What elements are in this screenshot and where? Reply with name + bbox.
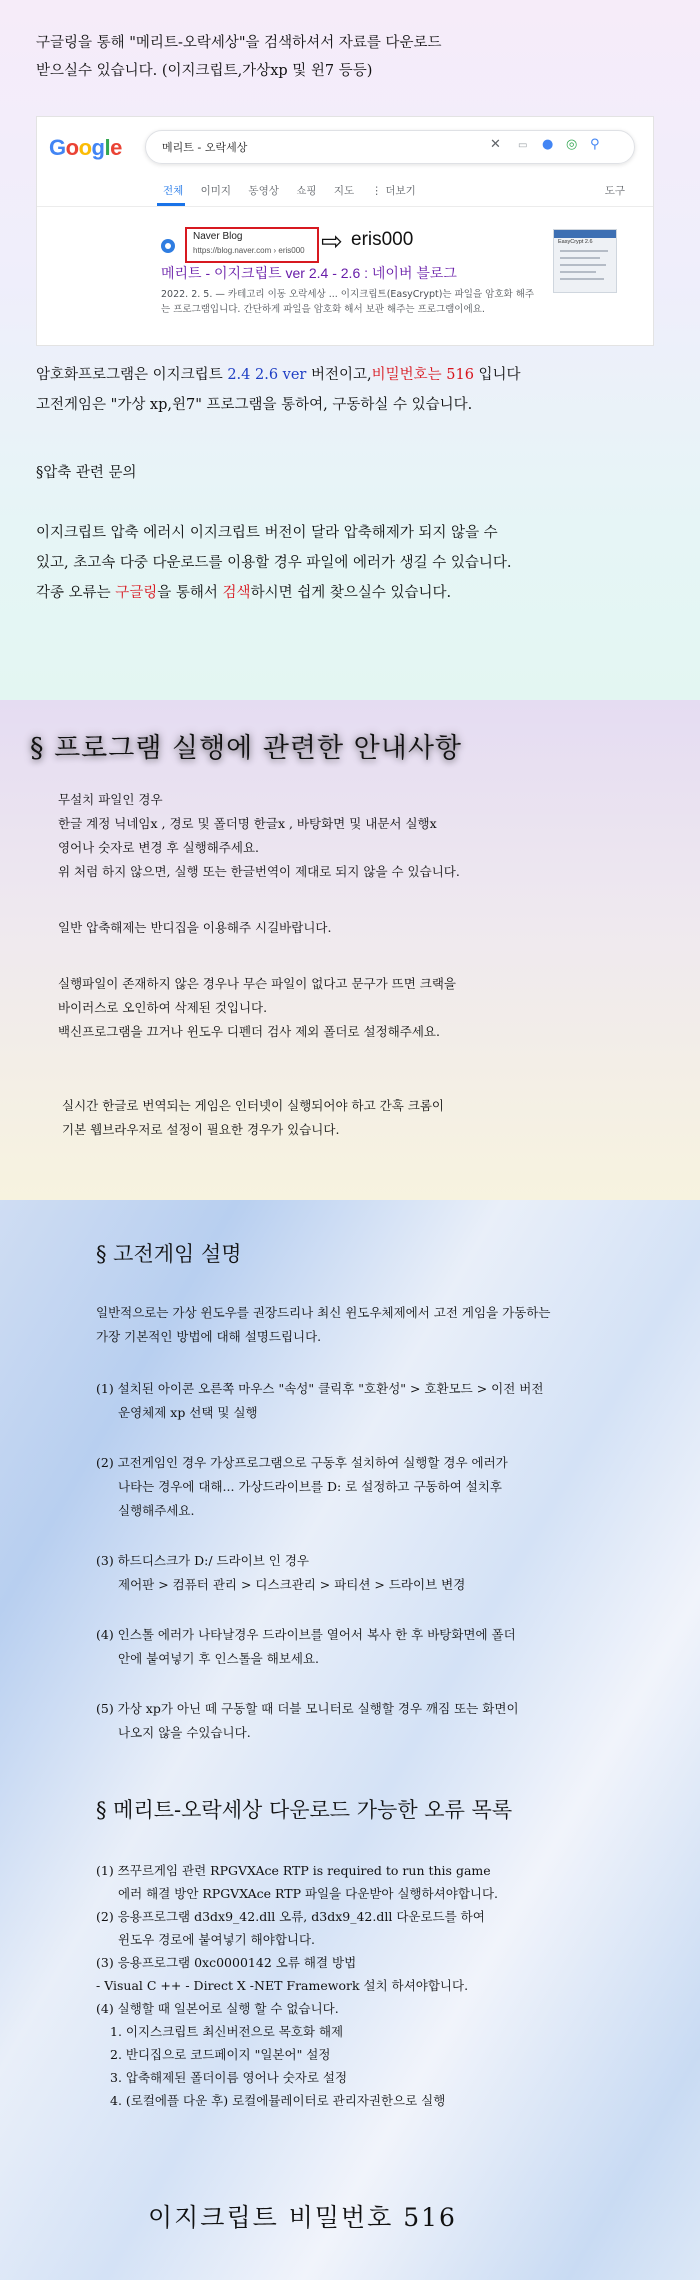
run-line: 바이러스로 오인하여 삭제된 것입니다. [58, 1000, 268, 1015]
run-line: 실시간 한글로 번역되는 게임은 인터넷이 실행되어야 하고 간혹 크롬이 [62, 1098, 444, 1113]
classic-line: 가장 기본적인 방법에 대해 설명드립니다. [96, 1329, 322, 1344]
annotation-text: eris000 [351, 229, 414, 250]
error-line: 윈도우 경로에 붙여넣기 해야합니다. [118, 1932, 316, 1947]
info-text-b: 버전이고, [306, 367, 372, 383]
clear-icon[interactable]: ✕ [490, 137, 501, 152]
classic-line: 운영체제 xp 선택 및 실행 [118, 1405, 258, 1420]
classic-game-section [0, 1200, 700, 2280]
intro-line-2: 받으실수 있습니다. (이지크립트,가상xp 및 윈7 등등) [36, 63, 373, 79]
error-line: 4. (로컬에플 다운 후) 로컬에뮬레이터로 관리자권한으로 실행 [110, 2093, 446, 2108]
error-line: 3. 압축해제된 폴더이름 영어나 숫자로 설정 [110, 2070, 348, 2085]
run-line: 한글 계정 닉네임x , 경로 및 폴더명 한글x , 바탕화면 및 내문서 실행x [58, 816, 437, 831]
thumbnail-titlebar [554, 230, 616, 238]
compress-heading: §압축 관련 문의 [36, 465, 137, 481]
error-line: 1. 이지스크립트 최신버전으로 목호화 해제 [110, 2024, 344, 2039]
classic-line: 안에 붙여넣기 후 인스톨을 해보세요. [118, 1651, 319, 1666]
compress-text-b: 을 통해서 [157, 585, 223, 601]
highlight-box [185, 227, 319, 263]
classic-line: (5) 가상 xp가 아닌 떼 구동할 때 더블 모니터로 실행할 경우 깨짐 또는 화면이 [96, 1701, 519, 1716]
run-line: 실행파일이 존재하지 않은 경우나 무슨 파일이 없다고 문구가 뜨면 크랙을 [58, 976, 457, 991]
google-logo: Google [49, 135, 122, 160]
compress-text-c: 하시면 쉽게 찾으실수 있습니다. [250, 585, 452, 601]
classic-game-heading: § 고전게임 설명 [96, 1242, 242, 1266]
version-text: 2.4 2.6 ver [227, 367, 307, 383]
result-snippet-line-1: 2022. 2. 5. — 카테고리 이동 오락세상 ... 이지크립트(EasyCrypt)는 파일을 암호화 해주 [161, 289, 535, 300]
result-site-url[interactable]: https://blog.naver.com › eris000 [193, 246, 305, 255]
password-text: 비밀번호는 516 [371, 367, 474, 383]
classic-line: 나타는 경우에 대해... 가상드라이브를 D: 로 설정하고 구동하여 설치후 [118, 1479, 502, 1494]
info-text-a: 암호화프로그램은 이지크립트 [36, 367, 228, 383]
run-line: 백신프로그램을 끄거나 윈도우 디펜더 검사 제외 폴더로 설정해주세요. [58, 1024, 440, 1039]
arrow-right-icon: ⇨ [321, 227, 343, 257]
result-site-name: Naver Blog [193, 231, 243, 242]
tab-videos[interactable]: 동영상 [248, 185, 279, 197]
lens-icon[interactable]: ◎ [566, 137, 578, 152]
search-text: 검색 [222, 585, 251, 601]
keyboard-icon[interactable]: ▭ [518, 140, 528, 151]
run-line: 일반 압축해제는 반디집을 이용해주 시길바랍니다. [58, 920, 332, 935]
info-line-1 [36, 360, 521, 390]
error-line: 에러 해결 방안 RPGVXAce RTP 파일을 다운받아 실행하셔야합니다. [118, 1886, 499, 1901]
classic-line: 나오지 않을 수있습니다. [118, 1725, 251, 1740]
error-line: 2. 반디집으로 코드페이지 "일본어" 설정 [110, 2047, 331, 2062]
error-line: (2) 응용프로그램 d3dx9_42.dll 오류, d3dx9_42.dll 다운로드를 하여 [96, 1909, 485, 1924]
tab-images[interactable]: 이미지 [200, 185, 232, 197]
divider [37, 206, 653, 207]
run-line: 무설치 파일인 경우 [58, 792, 163, 807]
thumbnail-line [560, 257, 600, 259]
compress-text-a: 각종 오류는 [36, 585, 116, 601]
google-search-box[interactable] [145, 130, 635, 164]
google-search-screenshot [36, 116, 654, 346]
tab-all[interactable]: 전체 [163, 185, 184, 197]
tab-tools[interactable]: 도구 [604, 185, 625, 197]
thumbnail-title: EasyCrypt 2.6 [558, 239, 593, 245]
result-snippet [161, 287, 534, 317]
intro-line-1: 구글링을 통해 "메리트-오락세상"을 검색하셔서 자료를 다운로드 [36, 35, 442, 51]
result-snippet-line-2: 는 프로그램입니다. 간단하게 파일을 암호화 해서 보관 해주는 프로그램이에요. [161, 304, 485, 315]
googling-text: 구글링 [115, 585, 158, 601]
error-list-heading: § 메리트-오락세상 다운로드 가능한 오류 목록 [96, 1798, 513, 1822]
run-guide-heading: § 프로그램 실행에 관련한 안내사항 [30, 733, 462, 764]
compress-line-2: 있고, 초고속 다중 다운로드를 이용할 경우 파일에 에러가 생길 수 있습니다. [36, 555, 512, 571]
info-text-c: 입니다 [473, 367, 521, 383]
tab-maps[interactable]: 지도 [333, 185, 355, 197]
classic-line: 제어판 > 컴퓨터 관리 > 디스크관리 > 파티션 > 드라이브 변경 [118, 1577, 466, 1592]
info-line-2: 고전게임은 "가상 xp,윈7" 프로그램을 통하여, 구동하실 수 있습니다. [36, 397, 473, 413]
classic-line: (3) 하드디스크가 D:/ 드라이브 인 경우 [96, 1553, 309, 1568]
naver-blog-favicon-icon [161, 239, 175, 253]
error-line: (4) 실행할 때 일본어로 실행 할 수 없습니다. [96, 2001, 339, 2016]
classic-line: 일반적으로는 가상 윈도우를 권장드리나 최신 윈도우체제에서 고전 게임을 가동하는 [96, 1305, 551, 1320]
error-line: - Visual C ++ - Direct X -NET Framework 설치 하셔야합니다. [96, 1978, 469, 1993]
classic-line: (4) 인스톨 에러가 나타날경우 드라이브를 열어서 복사 한 후 바탕화면에 폴더 [96, 1627, 516, 1642]
classic-line: (1) 설치된 아이콘 오른쪽 마우스 "속성" 클릭후 "호환성" > 호환모드 > 이전 버전 [96, 1381, 544, 1396]
classic-line: 실행해주세요. [118, 1503, 195, 1518]
run-line: 기본 웹브라우저로 설정이 필요한 경우가 있습니다. [62, 1122, 340, 1137]
run-line: 위 처럼 하지 않으면, 실행 또는 한글번역이 제대로 되지 않을 수 있습니다. [58, 864, 460, 879]
tab-more[interactable]: ⋮ 더보기 [371, 185, 416, 197]
compress-line-1: 이지크립트 압축 에러시 이지크립트 버전이 달라 압축해제가 되지 않을 수 [36, 525, 498, 541]
thumbnail-line [560, 264, 606, 266]
footer-password: 이지크립트 비밀번호 516 [148, 2203, 457, 2232]
thumbnail-line [560, 250, 608, 252]
thumbnail-line [560, 271, 596, 273]
error-line: (1) 쯔꾸르게임 관련 RPGVXAce RTP is required to run this game [96, 1863, 491, 1878]
compress-line-3 [36, 578, 451, 608]
error-line: (3) 응용프로그램 0xc0000142 오류 해결 방법 [96, 1955, 357, 1970]
microphone-icon[interactable]: ● [542, 137, 554, 152]
thumbnail-line [560, 278, 604, 280]
result-thumbnail[interactable] [553, 229, 617, 293]
search-icon[interactable]: ⚲ [590, 137, 600, 152]
tab-shopping[interactable]: 쇼핑 [296, 185, 317, 197]
run-line: 영어나 숫자로 변경 후 실행해주세요. [58, 840, 259, 855]
google-tabs [163, 183, 430, 198]
result-title-link[interactable]: 메리트 - 이지크립트 ver 2.4 - 2.6 : 네이버 블로그 [161, 265, 457, 281]
google-query: 메리트 - 오락세상 [162, 141, 248, 154]
classic-line: (2) 고전게임인 경우 가상프로그램으로 구동후 설치하여 실행할 경우 에러가 [96, 1455, 508, 1470]
